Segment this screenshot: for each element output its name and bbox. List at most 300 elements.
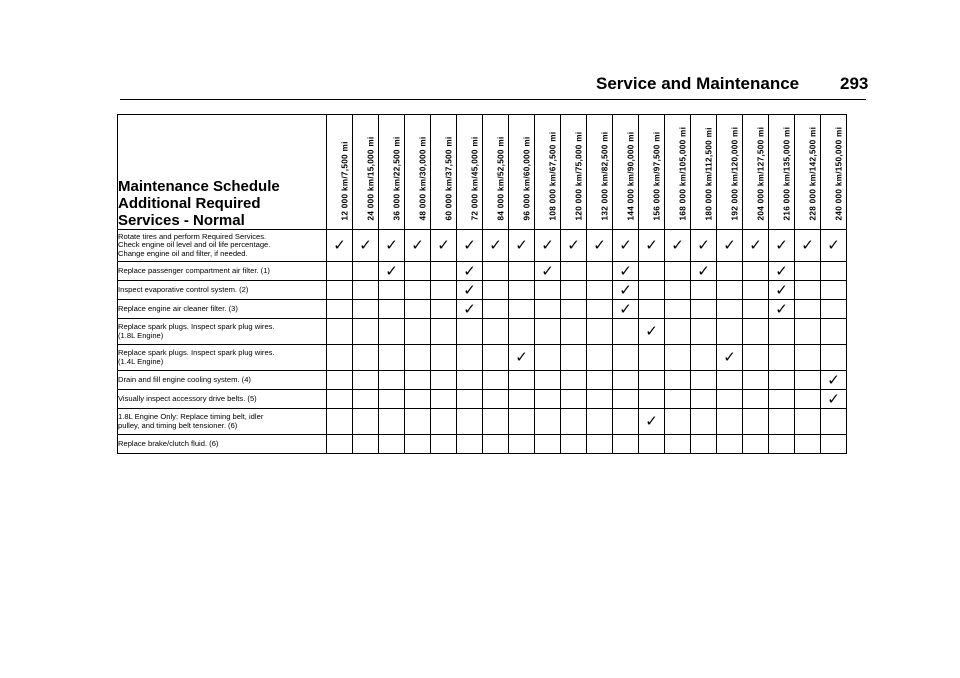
- schedule-cell: [509, 230, 535, 262]
- schedule-cell: [353, 371, 379, 390]
- schedule-cell: [613, 435, 639, 454]
- schedule-cell: [639, 390, 665, 409]
- checkmark-icon: ✓: [385, 237, 398, 254]
- schedule-cell: [587, 390, 613, 409]
- checkmark-icon: ✓: [385, 262, 398, 280]
- schedule-cell: [353, 409, 379, 435]
- checkmark-icon: ✓: [463, 237, 476, 254]
- schedule-cell: [587, 319, 613, 345]
- interval-label: 204 000 km/127,500 mi: [756, 126, 765, 221]
- schedule-cell: [431, 319, 457, 345]
- schedule-cell: [379, 345, 405, 371]
- schedule-cell: [327, 262, 353, 281]
- schedule-cell: [535, 371, 561, 390]
- interval-label: 24 000 km/15,000 mi: [366, 136, 375, 221]
- task-description: [118, 435, 327, 454]
- schedule-cell: [561, 319, 587, 345]
- schedule-cell: [665, 262, 691, 281]
- schedule-cell: [405, 390, 431, 409]
- schedule-cell: [509, 409, 535, 435]
- schedule-cell: [483, 345, 509, 371]
- interval-label: 60 000 km/37,500 mi: [444, 136, 453, 221]
- schedule-cell: [353, 262, 379, 281]
- schedule-cell: [821, 435, 847, 454]
- table-row: [118, 319, 847, 345]
- interval-label: 108 000 km/67,500 mi: [548, 131, 557, 221]
- schedule-cell: [327, 409, 353, 435]
- schedule-cell: [665, 230, 691, 262]
- checkmark-icon: ✓: [645, 323, 658, 340]
- task-description: [118, 262, 327, 281]
- schedule-cell: [587, 345, 613, 371]
- schedule-cell: [483, 319, 509, 345]
- schedule-cell: [483, 371, 509, 390]
- schedule-cell: [535, 390, 561, 409]
- schedule-cell: [509, 319, 535, 345]
- interval-header: [457, 115, 483, 230]
- interval-label: 84 000 km/52,500 mi: [496, 136, 505, 221]
- checkmark-icon: ✓: [697, 262, 710, 280]
- section-title: Service and Maintenance: [596, 74, 800, 93]
- schedule-cell: [561, 345, 587, 371]
- schedule-cell: [743, 281, 769, 300]
- interval-header: [743, 115, 769, 230]
- schedule-cell: [327, 230, 353, 262]
- schedule-cell: [795, 409, 821, 435]
- schedule-cell: [587, 371, 613, 390]
- schedule-cell: [483, 230, 509, 262]
- schedule-cell: [405, 300, 431, 319]
- interval-label: 228 000 km/142,500 mi: [808, 126, 817, 221]
- checkmark-icon: ✓: [645, 237, 658, 254]
- task-line: Inspect evaporative control system. (2): [118, 284, 249, 294]
- schedule-cell: [457, 281, 483, 300]
- schedule-cell: [587, 281, 613, 300]
- schedule-cell: [639, 319, 665, 345]
- schedule-cell: [379, 435, 405, 454]
- schedule-cell: [613, 281, 639, 300]
- schedule-cell: [691, 390, 717, 409]
- schedule-cell: [691, 409, 717, 435]
- schedule-cell: [717, 409, 743, 435]
- schedule-cell: [379, 300, 405, 319]
- schedule-cell: [535, 300, 561, 319]
- page-number: 293: [840, 74, 869, 93]
- schedule-cell: [327, 435, 353, 454]
- schedule-body: [118, 230, 847, 454]
- schedule-cell: [353, 300, 379, 319]
- checkmark-icon: ✓: [671, 237, 684, 254]
- schedule-cell: [431, 345, 457, 371]
- task-description: [118, 230, 327, 262]
- schedule-cell: [379, 371, 405, 390]
- checkmark-icon: ✓: [489, 237, 502, 254]
- schedule-cell: [769, 262, 795, 281]
- schedule-cell: [795, 281, 821, 300]
- task-line: Replace brake/clutch fluid. (6): [118, 438, 219, 448]
- schedule-cell: [613, 300, 639, 319]
- schedule-cell: [379, 409, 405, 435]
- checkmark-icon: ✓: [801, 237, 814, 254]
- schedule-cell: [457, 371, 483, 390]
- checkmark-icon: ✓: [541, 262, 554, 280]
- schedule-cell: [717, 230, 743, 262]
- schedule-cell: [509, 281, 535, 300]
- table-row: [118, 409, 847, 435]
- schedule-cell: [457, 409, 483, 435]
- schedule-cell: [821, 230, 847, 262]
- schedule-cell: [535, 230, 561, 262]
- schedule-cell: [405, 281, 431, 300]
- schedule-cell: [509, 435, 535, 454]
- schedule-cell: [769, 230, 795, 262]
- schedule-cell: [717, 371, 743, 390]
- schedule-cell: [587, 262, 613, 281]
- schedule-cell: [691, 319, 717, 345]
- schedule-cell: [353, 281, 379, 300]
- interval-label: 96 000 km/60,000 mi: [522, 136, 531, 221]
- checkmark-icon: ✓: [749, 237, 762, 254]
- schedule-cell: [405, 435, 431, 454]
- schedule-cell: [353, 390, 379, 409]
- schedule-cell: [457, 435, 483, 454]
- schedule-cell: [431, 390, 457, 409]
- interval-header: [535, 115, 561, 230]
- schedule-cell: [795, 390, 821, 409]
- schedule-cell: [509, 262, 535, 281]
- schedule-cell: [691, 300, 717, 319]
- schedule-cell: [821, 409, 847, 435]
- schedule-cell: [457, 390, 483, 409]
- schedule-cell: [795, 435, 821, 454]
- schedule-cell: [561, 230, 587, 262]
- schedule-cell: [327, 390, 353, 409]
- schedule-cell: [691, 345, 717, 371]
- checkmark-icon: ✓: [775, 300, 788, 318]
- schedule-cell: [535, 262, 561, 281]
- schedule-cell: [535, 409, 561, 435]
- table-row: [118, 230, 847, 262]
- schedule-cell: [613, 371, 639, 390]
- interval-header: [639, 115, 665, 230]
- table-row: [118, 345, 847, 371]
- checkmark-icon: ✓: [437, 237, 450, 254]
- interval-header: [691, 115, 717, 230]
- schedule-cell: [457, 319, 483, 345]
- schedule-cell: [587, 409, 613, 435]
- table-title-line: Maintenance Schedule: [118, 178, 280, 195]
- schedule-cell: [535, 281, 561, 300]
- interval-label: 216 000 km/135,000 mi: [782, 126, 791, 221]
- interval-header: [327, 115, 353, 230]
- schedule-cell: [405, 409, 431, 435]
- checkmark-icon: ✓: [697, 237, 710, 254]
- interval-header: [665, 115, 691, 230]
- schedule-cell: [717, 281, 743, 300]
- interval-header: [353, 115, 379, 230]
- schedule-cell: [639, 409, 665, 435]
- interval-label: 36 000 km/22,500 mi: [392, 136, 401, 221]
- schedule-cell: [717, 262, 743, 281]
- schedule-cell: [483, 390, 509, 409]
- schedule-cell: [795, 230, 821, 262]
- task-line: Check engine oil level and oil life percentage.: [118, 240, 271, 250]
- interval-header: [405, 115, 431, 230]
- interval-label: 72 000 km/45,000 mi: [470, 136, 479, 221]
- table-title-line: Services - Normal: [118, 212, 245, 229]
- schedule-cell: [561, 262, 587, 281]
- task-line: Change engine oil and filter, if needed.: [118, 248, 248, 258]
- schedule-cell: [821, 319, 847, 345]
- interval-label: 180 000 km/112,500 mi: [704, 127, 713, 221]
- task-line: Replace engine air cleaner filter. (3): [118, 303, 238, 313]
- schedule-cell: [639, 262, 665, 281]
- schedule-cell: [353, 435, 379, 454]
- schedule-cell: [587, 435, 613, 454]
- schedule-cell: [379, 390, 405, 409]
- schedule-cell: [483, 300, 509, 319]
- schedule-cell: [639, 371, 665, 390]
- checkmark-icon: ✓: [359, 237, 372, 254]
- schedule-cell: [613, 230, 639, 262]
- schedule-cell: [795, 345, 821, 371]
- schedule-cell: [327, 281, 353, 300]
- task-line: Drain and fill engine cooling system. (4): [118, 374, 251, 384]
- interval-header: [821, 115, 847, 230]
- schedule-cell: [743, 300, 769, 319]
- interval-label: 192 000 km/120,000 mi: [730, 126, 739, 221]
- checkmark-icon: ✓: [515, 349, 528, 366]
- schedule-cell: [379, 262, 405, 281]
- task-description: [118, 409, 327, 435]
- task-line: Replace passenger compartment air filter. (1): [118, 265, 270, 275]
- schedule-cell: [431, 371, 457, 390]
- schedule-cell: [665, 435, 691, 454]
- checkmark-icon: ✓: [775, 262, 788, 280]
- interval-header: [717, 115, 743, 230]
- schedule-cell: [769, 300, 795, 319]
- schedule-cell: [821, 262, 847, 281]
- interval-label: 12 000 km/7,500 mi: [340, 141, 349, 221]
- interval-header: [613, 115, 639, 230]
- schedule-cell: [691, 230, 717, 262]
- schedule-cell: [509, 390, 535, 409]
- schedule-cell: [353, 345, 379, 371]
- interval-header: [509, 115, 535, 230]
- schedule-cell: [457, 262, 483, 281]
- table-row: [118, 281, 847, 300]
- checkmark-icon: ✓: [619, 281, 632, 299]
- task-description: [118, 390, 327, 409]
- interval-label: 120 000 km/75,000 mi: [574, 131, 583, 221]
- schedule-cell: [717, 390, 743, 409]
- schedule-cell: [821, 390, 847, 409]
- schedule-cell: [405, 230, 431, 262]
- checkmark-icon: ✓: [723, 349, 736, 366]
- schedule-cell: [795, 262, 821, 281]
- interval-header: [769, 115, 795, 230]
- schedule-cell: [431, 230, 457, 262]
- schedule-cell: [457, 230, 483, 262]
- interval-label: 240 000 km/150,000 mi: [834, 126, 843, 221]
- table-row: [118, 390, 847, 409]
- schedule-cell: [665, 390, 691, 409]
- checkmark-icon: ✓: [593, 237, 606, 254]
- schedule-cell: [535, 435, 561, 454]
- schedule-cell: [717, 345, 743, 371]
- table-title: [118, 115, 327, 230]
- schedule-cell: [665, 281, 691, 300]
- schedule-cell: [795, 371, 821, 390]
- interval-label: 168 000 km/105,000 mi: [678, 126, 687, 221]
- schedule-cell: [769, 319, 795, 345]
- checkmark-icon: ✓: [775, 281, 788, 299]
- task-line: Rotate tires and perform Required Services.: [118, 231, 267, 241]
- schedule-cell: [691, 371, 717, 390]
- schedule-cell: [353, 230, 379, 262]
- checkmark-icon: ✓: [723, 237, 736, 254]
- schedule-cell: [509, 371, 535, 390]
- schedule-cell: [431, 409, 457, 435]
- task-line: Replace spark plugs. Inspect spark plug wires.: [118, 347, 275, 357]
- checkmark-icon: ✓: [619, 262, 632, 280]
- schedule-cell: [587, 300, 613, 319]
- task-line: Visually inspect accessory drive belts. (5): [118, 393, 257, 403]
- schedule-cell: [743, 262, 769, 281]
- schedule-cell: [769, 435, 795, 454]
- schedule-cell: [717, 435, 743, 454]
- schedule-cell: [769, 371, 795, 390]
- schedule-cell: [769, 345, 795, 371]
- schedule-cell: [509, 300, 535, 319]
- task-line: 1.8L Engine Only: Replace timing belt, idler: [118, 411, 264, 421]
- schedule-cell: [717, 319, 743, 345]
- checkmark-icon: ✓: [775, 237, 788, 254]
- interval-header: [561, 115, 587, 230]
- interval-label: 144 000 km/90,000 mi: [626, 131, 635, 221]
- schedule-cell: [483, 409, 509, 435]
- schedule-cell: [405, 345, 431, 371]
- schedule-cell: [821, 345, 847, 371]
- schedule-cell: [483, 435, 509, 454]
- schedule-cell: [717, 300, 743, 319]
- schedule-cell: [561, 435, 587, 454]
- schedule-cell: [743, 390, 769, 409]
- schedule-cell: [639, 281, 665, 300]
- schedule-cell: [561, 300, 587, 319]
- schedule-cell: [691, 262, 717, 281]
- schedule-cell: [561, 390, 587, 409]
- checkmark-icon: ✓: [827, 237, 840, 254]
- interval-label: 48 000 km/30,000 mi: [418, 136, 427, 221]
- interval-header-row: [118, 115, 847, 230]
- schedule-cell: [769, 390, 795, 409]
- interval-label: 156 000 km/97,500 mi: [652, 131, 661, 221]
- header-rule: [120, 99, 866, 100]
- schedule-cell: [691, 435, 717, 454]
- checkmark-icon: ✓: [619, 300, 632, 318]
- checkmark-icon: ✓: [463, 281, 476, 299]
- schedule-cell: [327, 345, 353, 371]
- task-line: Replace spark plugs. Inspect spark plug wires.: [118, 321, 275, 331]
- schedule-cell: [379, 319, 405, 345]
- schedule-cell: [561, 281, 587, 300]
- table-title-line: Additional Required: [118, 195, 261, 212]
- task-line: pulley, and timing belt tensioner. (6): [118, 420, 238, 430]
- checkmark-icon: ✓: [827, 371, 840, 389]
- schedule-cell: [743, 230, 769, 262]
- task-description: [118, 281, 327, 300]
- schedule-cell: [431, 281, 457, 300]
- schedule-cell: [769, 281, 795, 300]
- schedule-cell: [379, 281, 405, 300]
- checkmark-icon: ✓: [541, 237, 554, 254]
- schedule-cell: [405, 319, 431, 345]
- schedule-cell: [535, 345, 561, 371]
- interval-label: 132 000 km/82,500 mi: [600, 131, 609, 221]
- schedule-cell: [665, 409, 691, 435]
- schedule-cell: [561, 371, 587, 390]
- schedule-cell: [353, 319, 379, 345]
- schedule-cell: [457, 345, 483, 371]
- schedule-cell: [665, 319, 691, 345]
- schedule-cell: [405, 262, 431, 281]
- schedule-cell: [457, 300, 483, 319]
- interval-header: [483, 115, 509, 230]
- schedule-cell: [821, 371, 847, 390]
- table-row: [118, 371, 847, 390]
- table-row: [118, 262, 847, 281]
- schedule-cell: [327, 319, 353, 345]
- task-description: [118, 319, 327, 345]
- schedule-cell: [795, 319, 821, 345]
- interval-header: [431, 115, 457, 230]
- checkmark-icon: ✓: [827, 390, 840, 408]
- checkmark-icon: ✓: [567, 237, 580, 254]
- schedule-cell: [509, 345, 535, 371]
- checkmark-icon: ✓: [619, 237, 632, 254]
- checkmark-icon: ✓: [645, 413, 658, 430]
- schedule-cell: [821, 300, 847, 319]
- checkmark-icon: ✓: [463, 300, 476, 318]
- schedule-cell: [639, 230, 665, 262]
- schedule-cell: [379, 230, 405, 262]
- schedule-cell: [613, 262, 639, 281]
- task-line: (1.4L Engine): [118, 356, 164, 366]
- schedule-cell: [691, 281, 717, 300]
- table-row: [118, 435, 847, 454]
- checkmark-icon: ✓: [463, 262, 476, 280]
- schedule-cell: [327, 371, 353, 390]
- schedule-cell: [743, 345, 769, 371]
- checkmark-icon: ✓: [411, 237, 424, 254]
- schedule-cell: [613, 319, 639, 345]
- schedule-cell: [743, 371, 769, 390]
- schedule-cell: [561, 409, 587, 435]
- schedule-cell: [795, 300, 821, 319]
- task-description: [118, 345, 327, 371]
- schedule-cell: [431, 262, 457, 281]
- interval-header: [587, 115, 613, 230]
- schedule-cell: [431, 435, 457, 454]
- schedule-cell: [535, 319, 561, 345]
- maintenance-schedule-table: [117, 114, 847, 454]
- schedule-cell: [665, 345, 691, 371]
- schedule-cell: [613, 390, 639, 409]
- schedule-cell: [613, 345, 639, 371]
- schedule-cell: [483, 262, 509, 281]
- schedule-cell: [743, 435, 769, 454]
